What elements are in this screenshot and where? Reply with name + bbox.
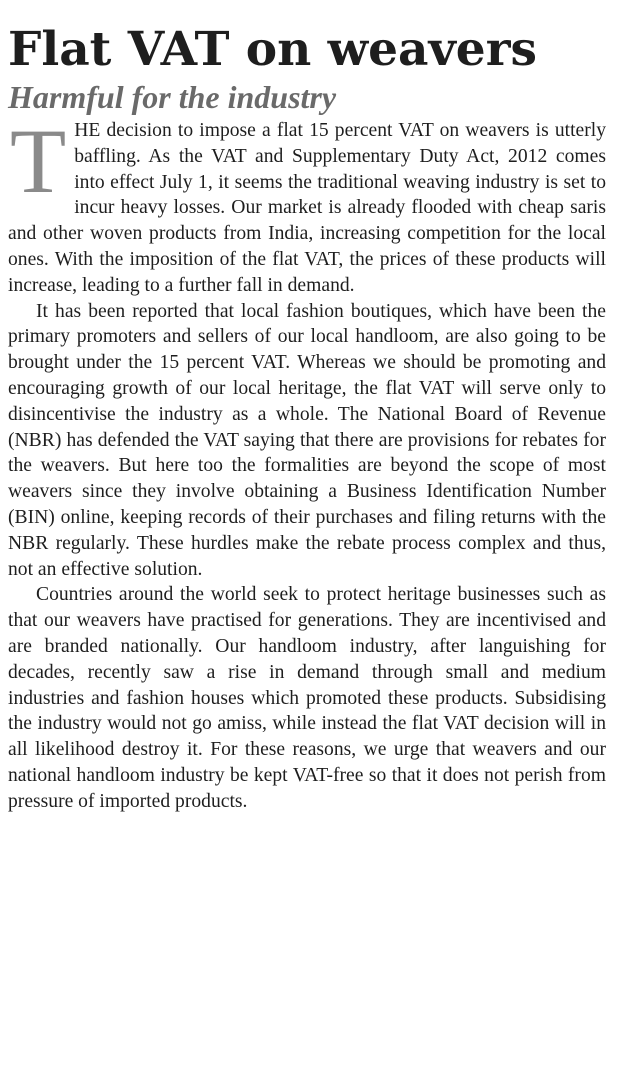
- subheadline: Harmful for the industry: [8, 79, 337, 115]
- paragraph-2: It has been reported that local fashion boutiques, which have been the primary promoters and sellers of our local handloom, are also going to be brought under the 15 percent VAT. Whereas we should be promoting and encouraging growth of our local heritage, the flat VAT will serve only to disincentivise the industry as a whole. The National Board of Revenue (NBR) has defended the VAT saying that there are provisions for rebates for the weavers. But here too the formalities are beyond the scope of most weavers since they involve obtaining a Business Identification Number (BIN) online, keeping records of their purchases and filing returns with the NBR regularly. These hurdles make the rebate process complex and thus, not an effective solution.: [8, 300, 606, 580]
- paragraph-1: [8, 110, 606, 299]
- editorial-article: [8, 22, 606, 815]
- headline: Flat VAT on weavers: [8, 22, 537, 77]
- paragraph-3: Countries around the world seek to protect heritage businesses such as that our weavers have practised for generations. They are incentivised and are branded nationally. Our handloom industry, after languishing for decades, recently saw a rise in demand through small and medium industries and fashion houses which promoted these products. Subsidising the industry would not go amiss, while instead the flat VAT decision will in all likelihood destroy it. For these reasons, we urge that weavers and our national handloom industry be kept VAT-free so that it does not perish from pressure of imported products.: [8, 584, 606, 812]
- article-body: [8, 110, 606, 815]
- drop-cap: T: [10, 110, 67, 212]
- paragraph-1-text: HE decision to impose a flat 15 percent VAT on weavers is utterly baffling. As the VAT and Supplementary Duty Act, 2012 comes into effect July 1, it seems the traditional weaving industry is set to incur heavy losses. Our market is already flooded with cheap saris and other woven products from India, increasing competition for the local ones. With the imposition of the flat VAT, the prices of these products will increase, leading to a further fall in demand.: [8, 120, 606, 296]
